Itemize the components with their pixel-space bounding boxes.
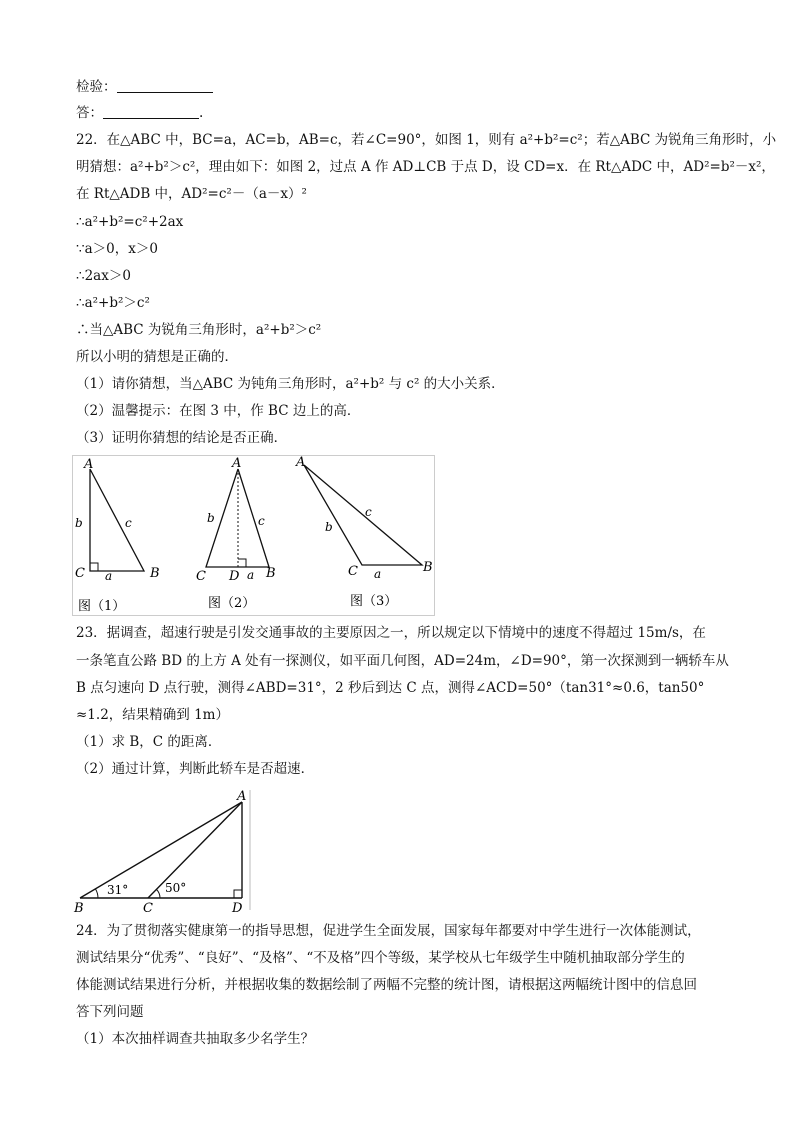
q22-step4: ∴a²+b²＞c²: [76, 295, 150, 311]
q23-figure: [70, 788, 258, 914]
fig1-label-a: a: [105, 569, 113, 583]
fig3-label-a: a: [374, 567, 382, 581]
fig1-label-B: B: [150, 566, 160, 581]
fig3-caption: 图（3）: [350, 594, 398, 609]
q23-sub2: （2）通过计算，判断此轿车是否超速．: [76, 761, 315, 777]
q23-arc-50: [156, 889, 160, 898]
fig2-label-c: c: [258, 514, 265, 528]
q22-step2: ∵a＞0，x＞0: [76, 241, 158, 257]
answer-blank[interactable]: [103, 105, 199, 119]
q23-segment-AB: [80, 802, 242, 898]
check-blank[interactable]: [117, 79, 213, 93]
q23-angle-50: 50°: [165, 881, 187, 895]
figure-3: [295, 455, 433, 609]
q24-line4: 答下列问题: [76, 1004, 144, 1020]
q23-label-A: A: [237, 789, 247, 804]
q23-line2: 一条笔直公路 BD 的上方 A 处有一探测仪，如平面几何图，AD=24m，∠D=90°，第一次探测到一辆轿车从: [76, 653, 729, 669]
q22-line3: 在 Rt△ADB 中，AD²=c²－（a－x）²: [76, 186, 307, 202]
figure-1: [75, 457, 160, 614]
fig3-triangle: [304, 465, 422, 565]
q23-arc-31: [96, 889, 99, 898]
q23-line1: 23．据调查，超速行驶是引发交通事故的主要原因之一，所以规定以下情境中的速度不得超过 15m/s，在: [76, 625, 706, 641]
fig2-label-A: A: [232, 456, 242, 471]
q23-line3: B 点匀速向 D 点行驶，测得∠ABD=31°，2 秒后到达 C 点，测得∠ACD=50°（tan31°≈0.6，tan50°: [76, 680, 705, 696]
check-line: 检验：: [76, 78, 213, 96]
q23-angle-31: 31°: [107, 883, 129, 897]
fig3-label-b: b: [325, 520, 333, 534]
fig2-label-B: B: [266, 566, 276, 581]
fig1-triangle: [90, 469, 144, 571]
q22-conclusion: 所以小明的猜想是正确的．: [76, 349, 238, 365]
q24-line3: 体能测试结果进行分析，并根据收集的数据绘制了两幅不完整的统计图，请根据这两幅统计图中的信息回: [76, 977, 697, 993]
fig2-label-b: b: [207, 511, 215, 525]
q22-step1: ∴a²+b²=c²+2ax: [76, 214, 184, 230]
q23-line4: ≈1.2，结果精确到 1m）: [76, 707, 229, 723]
fig2-label-D: D: [229, 569, 240, 584]
q22-step5: ∴当△ABC 为锐角三角形时，a²+b²＞c²: [76, 322, 322, 338]
q23-label-B: B: [74, 901, 84, 914]
fig2-label-C: C: [196, 569, 206, 584]
q22-sub3: （3）证明你猜想的结论是否正确．: [76, 430, 288, 446]
q24-line1: 24．为了贯彻落实健康第一的指导思想，促进学生全面发展，国家每年都要对中学生进行一次体能测试，: [76, 923, 701, 939]
q23-right-angle: [234, 890, 242, 898]
fig3-label-B: B: [423, 560, 433, 575]
q22-sub2: （2）温馨提示：在图 3 中，作 BC 边上的高．: [76, 403, 361, 419]
fig1-label-c: c: [125, 516, 132, 530]
q22-figures: [72, 455, 436, 617]
q23-sub1: （1）求 B，C 的距离．: [76, 734, 222, 750]
fig1-right-angle: [90, 563, 98, 571]
q22-sub1: （1）请你猜想，当△ABC 为钝角三角形时，a²+b² 与 c² 的大小关系．: [76, 376, 505, 392]
fig3-label-C: C: [348, 564, 358, 579]
fig2-right-angle: [238, 559, 246, 567]
fig1-caption: 图（1）: [78, 599, 126, 614]
q24-sub1: （1）本次抽样调查共抽取多少名学生？: [76, 1031, 315, 1047]
fig3-label-A: A: [296, 455, 306, 470]
q24-line2: 测试结果分“优秀”、“良好”、“及格”、“不及格”四个等级，某学校从七年级学生中随机抽取部分学生的: [76, 950, 685, 966]
fig1-label-C: C: [75, 566, 85, 581]
answer-line: 答： .: [76, 105, 204, 121]
fig1-label-A: A: [84, 457, 94, 472]
q23-label-D: D: [232, 901, 243, 914]
q22-line2: 明猜想：a²+b²＞c²，理由如下：如图 2，过点 A 作 AD⊥CB 于点 D，设 CD=x．在 Rt△ADC 中，AD²=b²－x²，: [76, 159, 775, 175]
fig2-caption: 图（2）: [208, 596, 256, 611]
figure-2: [196, 456, 276, 611]
fig1-label-b: b: [75, 516, 83, 530]
q22-step3: ∴2ax＞0: [76, 268, 131, 284]
q22-line1: 22．在△ABC 中，BC=a，AC=b，AB=c，若∠C=90°，如图 1，则有 a²+b²=c²；若△ABC 为锐角三角形时，小: [76, 132, 777, 148]
figure-frame: [73, 456, 435, 616]
fig2-label-a: a: [247, 568, 255, 582]
q23-label-C: C: [143, 901, 153, 914]
fig3-label-c: c: [365, 505, 372, 519]
